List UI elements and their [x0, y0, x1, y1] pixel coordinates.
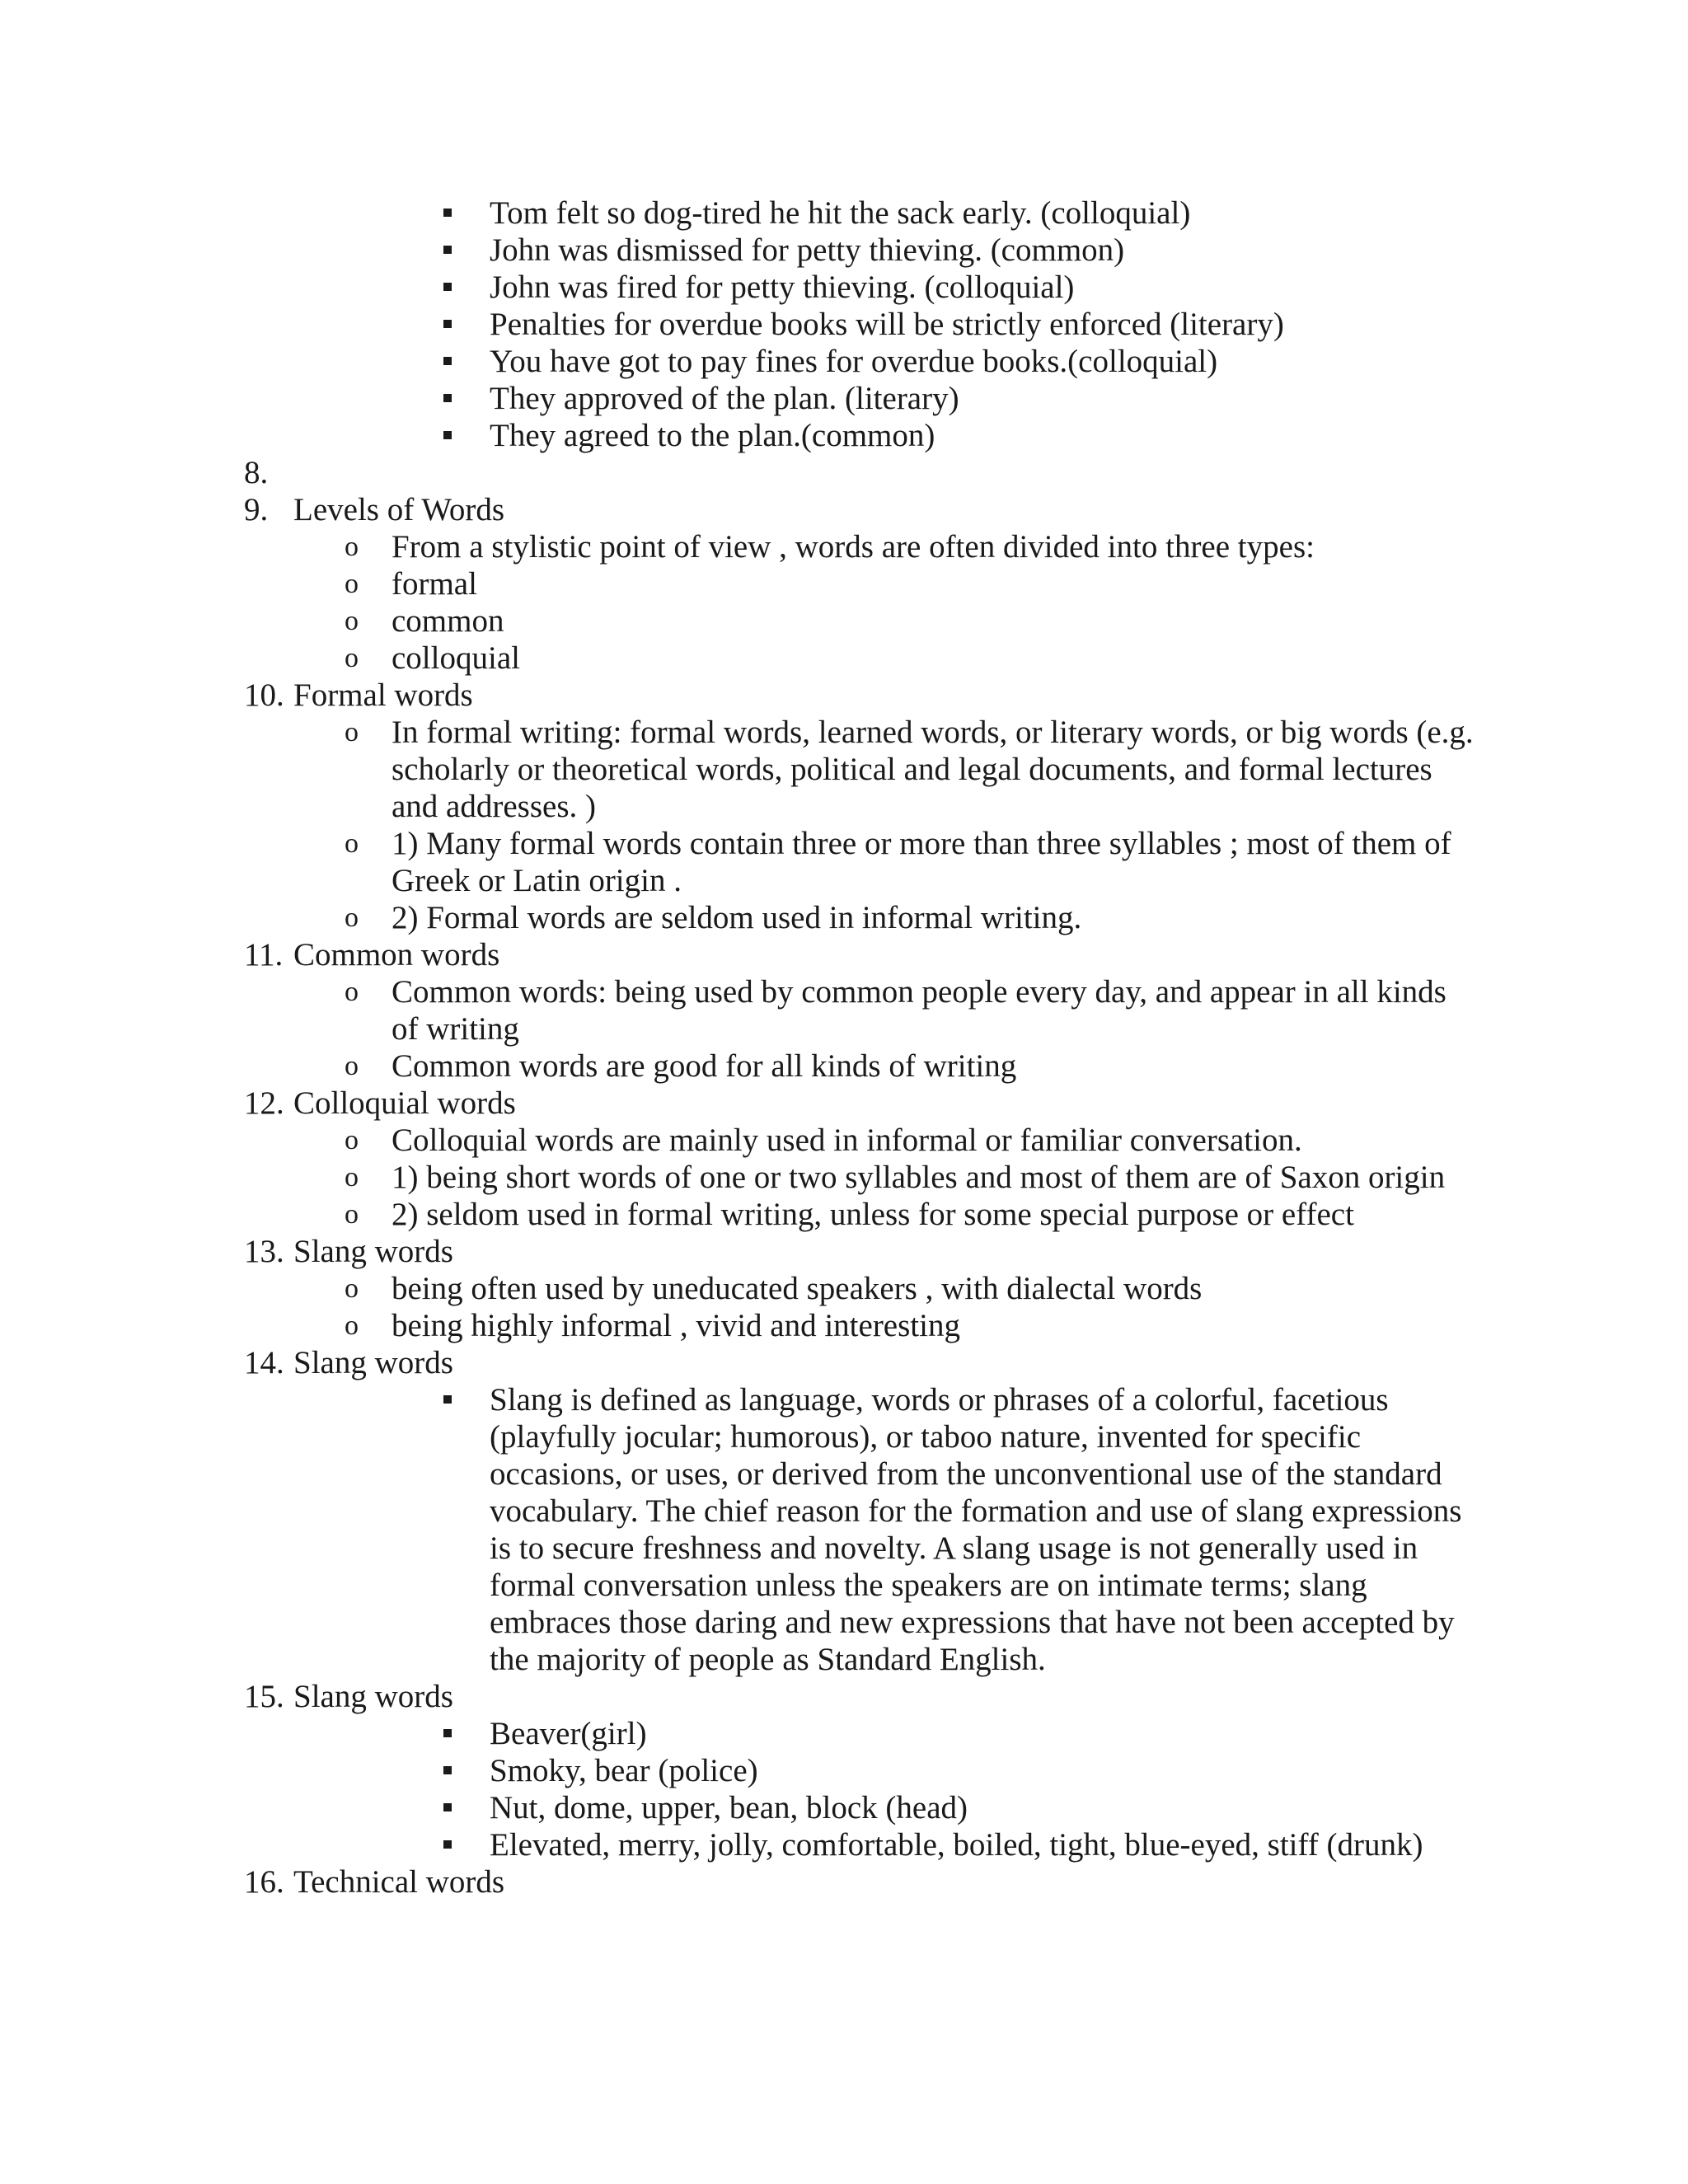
square-bullet-icon [443, 209, 452, 217]
section-16-heading [0, 1863, 1688, 1900]
bullet-text: 2) seldom used in formal writing, unless for some special purpose or effect [392, 1197, 1354, 1232]
section-number: 9. [244, 492, 269, 527]
square-bullet-icon [443, 1729, 452, 1737]
list-item [0, 232, 1688, 269]
circle-bullet-icon: o [345, 532, 359, 562]
bullet-text: Common words: being used by common people every day, and appear in all kinds of writing [392, 974, 1447, 1047]
section-number: 13. [244, 1234, 284, 1269]
square-bullet-icon [443, 357, 452, 365]
list-item [0, 1752, 1688, 1789]
list-item [0, 306, 1688, 343]
bullet-text: You have got to pay fines for overdue books.(colloquial) [490, 344, 1218, 379]
square-bullet-icon [443, 246, 452, 254]
section-9-heading [0, 491, 1688, 528]
square-bullet-icon [443, 1840, 452, 1849]
bullet-text: Colloquial words are mainly used in informal or familiar conversation. [392, 1122, 1302, 1158]
section-number: 11. [244, 937, 284, 972]
bullet-text: 2) Formal words are seldom used in informal writing. [392, 900, 1082, 935]
circle-bullet-icon: o [345, 643, 359, 673]
bullet-text: Slang is defined as language, words or phrases of a colorful, facetious (playfully jocular; humorous), or taboo nature, invented for specific occasions, or uses, or derived from the unconventional use of the standard vocabulary. The chief reason for the formation and use of slang expressions is to secure freshness and novelty. A slang usage is not generally used in formal conversation unless the speakers are on intimate terms; slang embraces those daring and new expressions that have not been accepted by the majority of people as Standard English. [490, 1382, 1462, 1677]
section-number: 10. [244, 677, 284, 713]
circle-bullet-icon: o [345, 977, 359, 1007]
list-item [0, 1159, 1688, 1196]
section-12-heading [0, 1085, 1688, 1122]
list-item [0, 380, 1688, 417]
section-title: Levels of Words [293, 492, 505, 527]
section-15-heading [0, 1678, 1688, 1715]
list-item [0, 1826, 1688, 1863]
list-item [0, 1715, 1688, 1752]
circle-bullet-icon: o [345, 828, 359, 859]
section-13-heading [0, 1233, 1688, 1270]
circle-bullet-icon: o [345, 1051, 359, 1081]
circle-bullet-icon: o [345, 606, 359, 636]
square-bullet-icon [443, 1803, 452, 1811]
list-item [0, 528, 1688, 565]
section-number: 8. [244, 455, 269, 490]
bullet-text: colloquial [392, 640, 520, 676]
circle-bullet-icon: o [345, 717, 359, 748]
section-number: 16. [244, 1864, 284, 1900]
list-item [0, 343, 1688, 380]
circle-bullet-icon: o [345, 1273, 359, 1304]
bullet-text: Smoky, bear (police) [490, 1753, 758, 1788]
section-title: Common words [293, 937, 500, 972]
bullet-text: Tom felt so dog-tired he hit the sack early. (colloquial) [490, 195, 1191, 231]
square-bullet-icon [443, 1395, 452, 1404]
bullet-text: They approved of the plan. (literary) [490, 381, 959, 416]
square-bullet-icon [443, 283, 452, 291]
section-title: Technical words [293, 1864, 505, 1900]
list-item [0, 1196, 1688, 1233]
list-item [0, 269, 1688, 306]
list-item [0, 417, 1688, 454]
bullet-text: In formal writing: formal words, learned words, or literary words, or big words (e.g. scholarly or theoretical words, political and legal documents, and formal lectures and addresses. ) [392, 715, 1474, 824]
list-item [0, 194, 1688, 232]
circle-bullet-icon: o [345, 1199, 359, 1230]
list-item [0, 973, 1688, 1047]
bullet-text: 1) being short words of one or two syllables and most of them are of Saxon origin [392, 1160, 1446, 1195]
bullet-text: Elevated, merry, jolly, comfortable, boiled, tight, blue-eyed, stiff (drunk) [490, 1827, 1423, 1863]
list-item [0, 825, 1688, 899]
bullet-text: being often used by uneducated speakers , with dialectal words [392, 1271, 1203, 1306]
top-bullet-list [0, 194, 1688, 454]
section-number: 12. [244, 1085, 284, 1121]
list-item [0, 1381, 1688, 1678]
section-number: 15. [244, 1679, 284, 1714]
list-item [0, 565, 1688, 602]
list-item [0, 1789, 1688, 1826]
section-14-heading [0, 1344, 1688, 1381]
bullet-text: John was dismissed for petty thieving. (common) [490, 232, 1125, 268]
list-item [0, 714, 1688, 825]
list-item [0, 1307, 1688, 1344]
section-title: Slang words [293, 1234, 453, 1269]
section-10-heading [0, 677, 1688, 714]
bullet-text: Beaver(girl) [490, 1716, 647, 1751]
section-title: Slang words [293, 1679, 453, 1714]
circle-bullet-icon: o [345, 569, 359, 599]
square-bullet-icon [443, 1766, 452, 1774]
circle-bullet-icon: o [345, 1125, 359, 1155]
circle-bullet-icon: o [345, 1310, 359, 1341]
section-11-heading [0, 936, 1688, 973]
circle-bullet-icon: o [345, 1162, 359, 1193]
bullet-text: They agreed to the plan.(common) [490, 418, 935, 453]
section-title: Slang words [293, 1345, 453, 1380]
list-item [0, 1270, 1688, 1307]
circle-bullet-icon: o [345, 902, 359, 933]
bullet-text: being highly informal , vivid and interesting [392, 1308, 960, 1343]
bullet-text: From a stylistic point of view , words are often divided into three types: [392, 529, 1315, 565]
list-item [0, 1122, 1688, 1159]
bullet-text: Common words are good for all kinds of writing [392, 1048, 1017, 1084]
square-bullet-icon [443, 394, 452, 402]
bullet-text: John was fired for petty thieving. (colloquial) [490, 269, 1075, 305]
bullet-text: Penalties for overdue books will be strictly enforced (literary) [490, 307, 1284, 342]
square-bullet-icon [443, 320, 452, 328]
section-title: Colloquial words [293, 1085, 516, 1121]
bullet-text: 1) Many formal words contain three or more than three syllables ; most of them of Greek or Latin origin . [392, 826, 1451, 898]
document-page [0, 194, 1688, 1900]
bullet-text: common [392, 603, 504, 639]
list-item [0, 899, 1688, 936]
square-bullet-icon [443, 431, 452, 439]
list-item [0, 1047, 1688, 1085]
list-item [0, 640, 1688, 677]
list-item [0, 602, 1688, 640]
bullet-text: formal [392, 566, 477, 602]
section-8-heading [0, 454, 1688, 491]
section-number: 14. [244, 1345, 284, 1380]
bullet-text: Nut, dome, upper, bean, block (head) [490, 1790, 968, 1825]
section-title: Formal words [293, 677, 473, 713]
